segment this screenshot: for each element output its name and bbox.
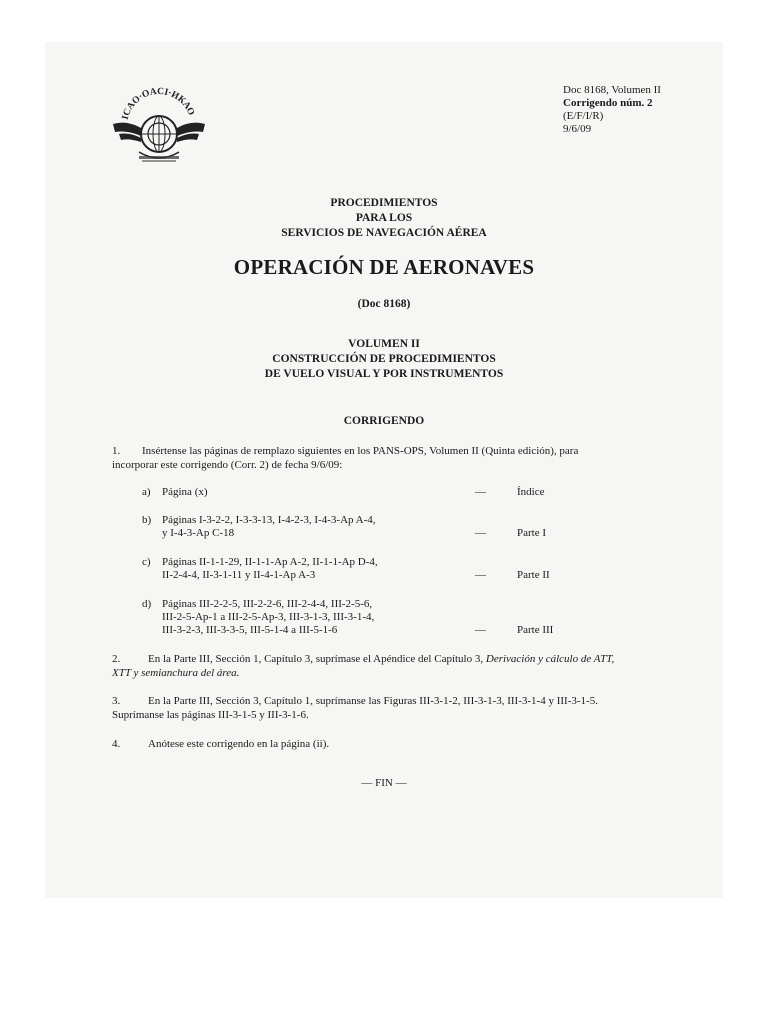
heading-line-2: PARA LOS [355, 212, 413, 224]
item-b-text-1: Páginas I-3-2-2, I-3-3-13, I-4-2-3, I-4-3-Ap A-4, [162, 514, 376, 526]
document-reference [563, 84, 661, 136]
item-c-text-2: II-2-4-4, II-3-1-11 y II-4-1-Ap A-3 [162, 569, 316, 581]
heading-line-3: SERVICIOS DE NAVEGACIÓN AÉREA [281, 227, 487, 239]
volume-line-3: DE VUELO VISUAL Y POR INSTRUMENTOS [264, 368, 504, 380]
item-d-target: Parte III [517, 624, 554, 636]
item-a-text: Página (x) [162, 486, 208, 498]
item-c-target: Parte II [517, 569, 550, 581]
item-a-dash: — [475, 486, 486, 498]
section-heading: CORRIGENDO [343, 415, 425, 427]
svg-text:ICAO·OACI·ИКАО: ICAO·OACI·ИКАО [120, 86, 196, 121]
item-a-target: Índice [517, 486, 545, 498]
para-2-text: En la Parte III, Sección 1, Capítulo 3, suprímase el Apéndice del Capítulo 3, [148, 653, 486, 665]
para-3-line-1: En la Parte III, Sección 3, Capítulo 1, suprímanse las Figuras III-3-1-2, III-3-1-3, III-3-1-4 y III-3-1-5. [148, 695, 598, 707]
item-d-text-1: Páginas III-2-2-5, III-2-2-6, III-2-4-4, III-2-5-6, [162, 598, 373, 610]
document-title: OPERACIÓN DE AERONAVES [233, 255, 535, 279]
para-2-italic-1: Derivación y cálculo de ATT, [485, 653, 615, 665]
para-4-text: Anótese este corrigendo en la página (ii). [148, 738, 330, 750]
languages: (E/F/I/R) [563, 110, 604, 122]
doc-ref: Doc 8168, Volumen II [563, 84, 661, 96]
item-b-label: b) [142, 514, 152, 526]
item-c-label: c) [142, 556, 151, 568]
para-1-number: 1. [112, 445, 121, 457]
para-3-number: 3. [112, 695, 121, 707]
item-d-label: d) [142, 598, 152, 610]
para-4-number: 4. [112, 738, 121, 750]
corrigendum-number: Corrigendo núm. 2 [563, 97, 653, 109]
end-marker: — FIN — [361, 777, 407, 789]
para-2-line-2 [112, 666, 239, 680]
issue-date: 9/6/09 [563, 123, 592, 135]
item-d-text-2: III-2-5-Ap-1 a III-2-5-Ap-3, III-3-1-3, III-3-1-4, [162, 611, 375, 623]
item-b-dash: — [475, 527, 486, 539]
item-c-dash: — [475, 569, 486, 581]
item-b-target: Parte I [517, 527, 547, 539]
para-2-line-1 [148, 652, 614, 666]
item-c-text-1: Páginas II-1-1-29, II-1-1-Ap A-2, II-1-1-Ap D-4, [162, 556, 378, 568]
item-d-text-3: III-3-2-3, III-3-3-5, III-5-1-4 a III-5-1-6 [162, 624, 338, 636]
doc-number: (Doc 8168) [357, 298, 411, 310]
volume-line-2: CONSTRUCCIÓN DE PROCEDIMIENTOS [272, 353, 496, 365]
para-1-line-2: incorporar este corrigendo (Corr. 2) de fecha 9/6/09: [112, 459, 343, 471]
para-1-line-1: Insértense las páginas de remplazo siguientes en los PANS-OPS, Volumen II (Quinta edición), para [142, 445, 579, 457]
volume-line-1: VOLUMEN II [348, 338, 420, 350]
item-b-text-2: y I-4-3-Ap C-18 [162, 527, 235, 539]
heading-line-1: PROCEDIMIENTOS [330, 197, 438, 209]
item-a-label: a) [142, 486, 151, 498]
para-3-line-2: Suprímanse las páginas III-3-1-5 y III-3-1-6. [112, 709, 309, 721]
para-2-number: 2. [112, 653, 121, 665]
para-2-italic-2: XTT y semianchura del área. [112, 667, 240, 679]
item-d-dash: — [475, 624, 486, 636]
icao-logo [107, 80, 211, 170]
